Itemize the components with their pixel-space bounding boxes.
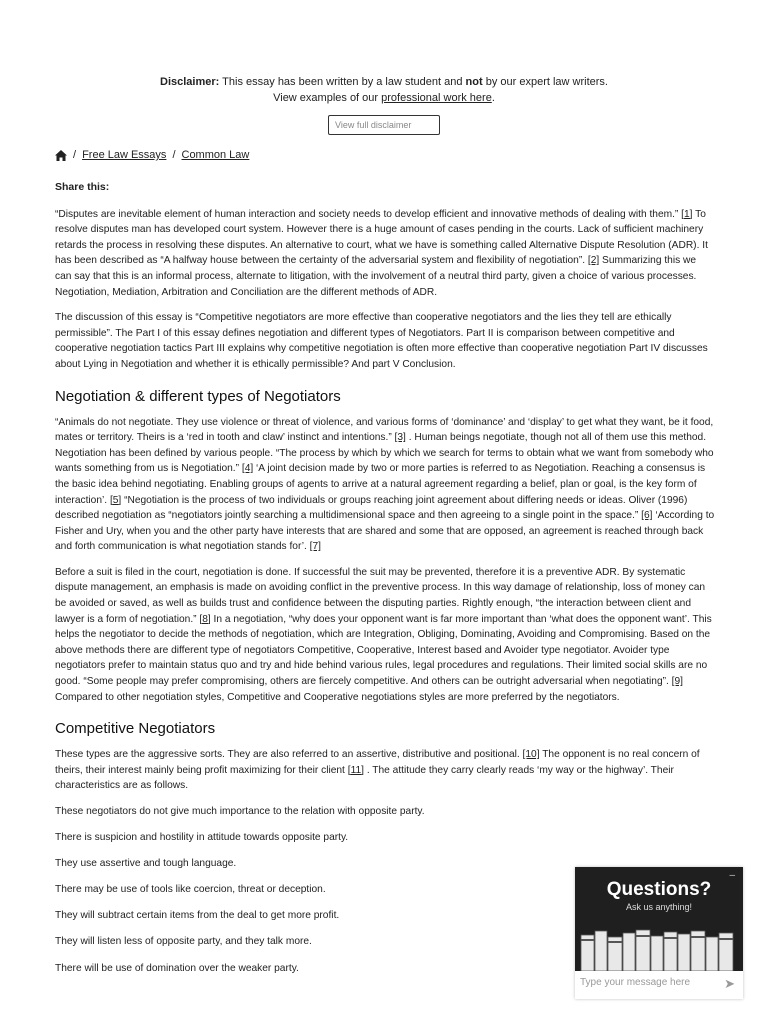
characteristic-item: They will subtract certain items from the deal to get more profit. — [55, 910, 340, 922]
characteristic-item: They will listen less of opposite party, and they talk more. — [55, 936, 312, 948]
breadcrumb-common-law[interactable]: Common Law — [181, 149, 250, 161]
footnote-link[interactable]: [8] — [199, 613, 211, 625]
footnote-link[interactable]: [11] — [347, 764, 364, 776]
footnote-link[interactable]: [5] — [109, 494, 122, 506]
paper-plane-icon[interactable]: ➤ — [724, 976, 735, 991]
share-label: Share this: — [55, 181, 110, 193]
paragraph-text: . Human beings negotiate, though not all of them use this method. Negotiation has been defined by various people. “The process by which by which we search for terms to obtain what we want from somebody who wants something from us is Negotiation.” — [55, 432, 714, 475]
view-disclaimer-button[interactable]: View full disclaimer — [328, 115, 440, 135]
disclaimer-label: Disclaimer: — [160, 76, 220, 88]
chat-widget[interactable] — [575, 867, 743, 999]
characteristic-item: There will be use of domination over the weaker party. — [55, 962, 299, 974]
breadcrumb-separator: / — [172, 149, 176, 161]
home-icon[interactable] — [55, 150, 67, 161]
characteristic-item: There may be use of tools like coercion, threat or deception. — [55, 884, 326, 896]
paragraph — [55, 207, 715, 301]
characteristic-item: They use assertive and tough language. — [55, 858, 237, 870]
footnote-link[interactable]: [3] — [394, 432, 406, 444]
footnote-link[interactable]: [9] — [671, 676, 683, 688]
footnote-link[interactable]: [1] — [681, 208, 693, 220]
paragraph-text: “Negotiation is the process of two individuals or groups reaching joint agreement about differing needs or ideas. Oliver (1996) described negotiation as “negotiators jointly searching a multidimensional space and then agreeing to a single point in the space.” — [55, 494, 688, 522]
paragraph — [55, 565, 715, 705]
paragraph-text: The opponent is no real concern of theirs, their interest mainly being profit maximizing for their client — [55, 749, 700, 776]
footnote-link[interactable]: [4] — [241, 463, 254, 475]
paragraph-text: The discussion of this essay is “Competitive negotiators are more effective than cooperative negotiators and the lies they tell are ethically permissible”. The Part I of this essay defines negotiation and different types of Negotiators. Part II is comparison between competitive and cooperative negotiation tactics Part III explains why competitive negotiation is often more effective than cooperative negotiation Part IV discusses about Lying in Negotiation and whether it is ethically permissible? And part V Conclusion. — [55, 312, 708, 370]
footnote-link[interactable]: [7] — [309, 541, 321, 553]
characteristic-item: These negotiators do not give much importance to the relation with opposite party. — [55, 806, 425, 817]
paragraph — [55, 747, 715, 794]
books-image — [575, 927, 743, 971]
breadcrumb-free-law-essays[interactable]: Free Law Essays — [82, 149, 167, 161]
disclaimer — [150, 74, 618, 106]
paragraph-text: In a negotiation, “why does your opponent want is far more important than ‘what does the opponent want’. This helps the negotiator to decide the methods of negotiation, which are Integration, Obliging, Dominating, Avoiding and Compromising. Based on the above methods there are different type of negotiators Competitive, Cooperative, Interest based and Avoider type negotiator. Avoider type negotiators prefer to maintain status quo and try and hide behind various rules, legal procedures and regulations. Their limited social skills are no good. “Some people may prefer compromising, others are fiercely competitive. And others can be outright adversarial when negotiating”. — [55, 613, 712, 688]
paragraph-text: Before a suit is filed in the court, negotiation is done. If successful the suit may be prevented, therefore it is a preventive ADR. By systematic dispute management, an emphasis is made on avoiding conflict in the preventive process. In this way damage of relationship, loss of money can be avoided or saved, as well as builds trust and confidence between the disputing parties. Rightly enough, “the interaction between client and lawyer is a form of negotiation.” — [55, 566, 706, 625]
section-heading: Competitive Negotiators — [55, 720, 216, 738]
disclaimer-text-a: This essay has been written by a law student and — [219, 76, 466, 88]
paragraph — [55, 310, 715, 372]
footnote-link[interactable]: [2] — [587, 255, 600, 267]
professional-work-link[interactable]: professional work here — [381, 92, 492, 104]
disclaimer-end: . — [491, 92, 495, 104]
paragraph-text: “Disputes are inevitable element of human interaction and society needs to develop efficient and innovative methods of dealing with them.” — [55, 208, 682, 220]
minimize-icon[interactable]: – — [729, 870, 735, 881]
characteristic-item: There is suspicion and hostility in attitude towards opposite party. — [55, 832, 349, 844]
paragraph-text: These types are the aggressive sorts. They are also referred to an assertive, distributive and positional. — [55, 749, 523, 761]
disclaimer-text-b: by our expert law writers. View examples of our — [273, 76, 608, 104]
paragraph-text: Compared to other negotiation styles, Competitive and Cooperative negotiations styles are more preferred by the negotiators. — [55, 691, 620, 703]
paragraph-text: Summarizing this we can say that this is an informal process, alternate to litigation, with the involvement of a neutral third party, given a choice of various processes. Negotiation, Mediation, Arbitration and Conciliation are the different methods of ADR. — [55, 255, 697, 298]
chat-banner[interactable] — [575, 867, 743, 971]
paragraph-text: . The attitude they carry clearly reads ‘my way or the highway’. Their characteristics are as follows. — [55, 764, 674, 792]
footnote-link[interactable]: [10] — [522, 749, 540, 761]
section-heading: Negotiation & different types of Negotiators — [55, 387, 341, 405]
breadcrumb — [55, 149, 249, 161]
paragraph-text: ‘A joint decision made by two or more parties is referred to as Negotiation. Reaching a consensus is the basic idea behind negotiating. Enabling groups of agents to arrive at a natural agreement regarding a belief, plan or goal, is the key form of interaction’. — [55, 463, 706, 506]
article-body — [55, 180, 715, 987]
paragraph — [55, 415, 715, 555]
chat-message-input[interactable]: Type your message here — [580, 977, 691, 988]
chat-title: Questions? — [606, 879, 712, 900]
paragraph-text: “Animals do not negotiate. They use violence or threat of violence, and various forms of ‘dominance’ and ‘display’ to get what they want, be it food, mates or territory. Theirs is a ‘red in tooth and claw’ instinct and intentions.” — [55, 416, 714, 444]
footnote-link[interactable]: [6] — [641, 510, 653, 522]
paragraph-text: To resolve disputes man has developed court system. However there is a huge amount of cases pending in the courts. Lack of sufficient machinery retards the process in resolving these disputes. An alternative to court, what we have is something called Alternative Dispute Resolution (ADR). It has been described as “A halfway house between the certainty of the adversarial system and flexibility of negotiation”. — [55, 208, 708, 267]
chat-subtitle: Ask us anything! — [625, 902, 693, 912]
breadcrumb-separator: / — [73, 149, 77, 161]
paragraph-text: ‘According to Fisher and Ury, when you and the other party have interests that are shared and some that are opposed, an agreement is reached through back and forth communication is what negotiation stands for’. — [55, 510, 715, 553]
disclaimer-not: not — [465, 76, 483, 88]
